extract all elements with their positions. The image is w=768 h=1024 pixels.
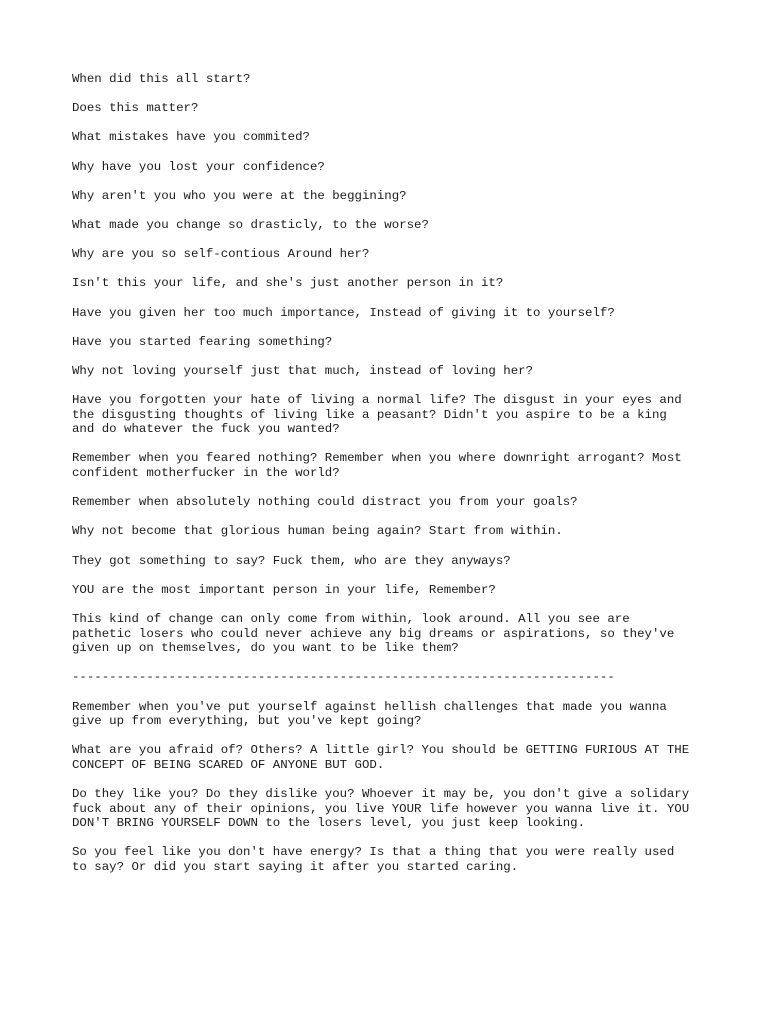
paragraph: Remember when you've put yourself against hellish challenges that made you wanna give up from everything, but you've kept going? bbox=[72, 699, 667, 729]
paragraph: Do they like you? Do they dislike you? Whoever it may be, you don't give a solidary fuck about any of their opinions, you live YOUR life however you wanna live it. YOU DON'T BRING YOURSELF DOWN to the losers level, you just keep looking. bbox=[72, 787, 690, 831]
paragraph: Why not become that glorious human being again? Start from within. bbox=[72, 524, 563, 539]
paragraph: So you feel like you don't have energy? Is that a thing that you were really used to say? Or did you start saying it after you started caring. bbox=[72, 845, 675, 875]
paragraph: Why aren't you who you were at the beggining? bbox=[72, 188, 407, 203]
paragraph: Have you forgotten your hate of living a normal life? The disgust in your eyes and the disgusting thoughts of living like a peasant? Didn't you aspire to be a king and do whatever the fuck you wanted? bbox=[72, 393, 682, 437]
paragraph: What are you afraid of? Others? A little girl? You should be GETTING FURIOUS AT THE CONCEPT OF BEING SCARED OF ANYONE BUT GOD. bbox=[72, 743, 690, 772]
paragraph: This kind of change can only come from within, look around. All you see are pathetic losers who could never achieve any big dreams or aspirations, so they've given up on themselves, do you want to be like them? bbox=[72, 611, 675, 656]
paragraph: YOU are the most important person in your life, Remember? bbox=[72, 582, 496, 597]
paragraph: Why not loving yourself just that much, instead of loving her? bbox=[72, 363, 534, 378]
paragraph: Does this matter? bbox=[72, 101, 199, 116]
paragraph: Why are you so self-contious Around her? bbox=[72, 247, 370, 262]
paragraph: Have you given her too much importance, Instead of giving it to yourself? bbox=[72, 305, 615, 320]
paragraph: Isn't this your life, and she's just another person in it? bbox=[72, 276, 504, 291]
paragraph: Remember when you feared nothing? Remember when you where downright arrogant? Most confident motherfucker in the world? bbox=[72, 451, 682, 481]
paragraph: What mistakes have you commited? bbox=[72, 130, 310, 145]
paragraph: Remember when absolutely nothing could distract you from your goals? bbox=[72, 495, 578, 510]
paragraph: Why have you lost your confidence? bbox=[72, 159, 325, 174]
document-page bbox=[72, 72, 712, 889]
paragraph: Have you started fearing something? bbox=[72, 334, 333, 349]
paragraph: When did this all start? bbox=[72, 72, 251, 86]
paragraph: What made you change so drasticly, to the worse? bbox=[72, 217, 429, 232]
paragraph: They got something to say? Fuck them, who are they anyways? bbox=[72, 553, 511, 568]
section-divider: ------------------------------------------------------------------------- bbox=[72, 670, 615, 685]
